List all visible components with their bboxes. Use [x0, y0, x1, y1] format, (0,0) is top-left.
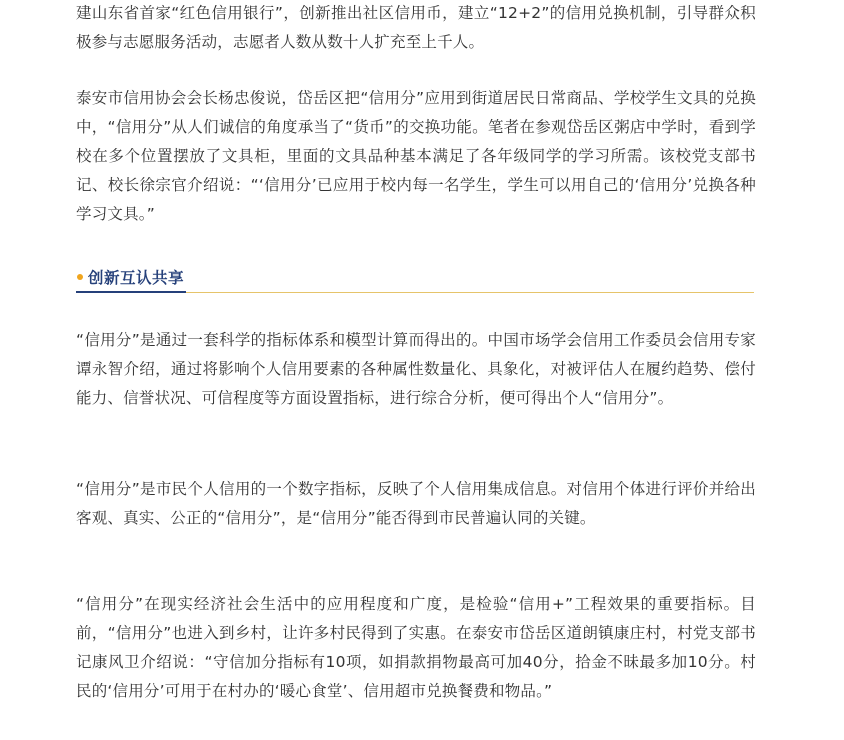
paragraph-credit-score-village: “信用分”在现实经济社会生活中的应用程度和广度，是检验“信用+”工程效果的重要指标。目前，“信用分”也进入到乡村，让许多村民得到了实惠。在泰安市岱岳区道朗镇康庄村，村党支部书记康风卫介绍说：“守信加分指标有10项，如捐款捐物最高可加40分，拾金不昧最多加10分。村民的‘信用分’可用于在村办的‘暖心食堂’、信用超市兑换餐费和物品。” [76, 595, 756, 700]
bullet-dot-icon [77, 274, 83, 280]
paragraph-credit-score-indicator: “信用分”是市民个人信用的一个数字指标，反映了个人信用集成信息。对信用个体进行评价并给出客观、真实、公正的“信用分”，是“信用分”能否得到市民普遍认同的关键。 [76, 480, 756, 527]
paragraph-credit-score-exchange: 泰安市信用协会会长杨忠俊说，岱岳区把“信用分”应用到街道居民日常商品、学校学生文具的兑换中，“信用分”从人们诚信的角度承当了“货币”的交换功能。笔者在参观岱岳区粥店中学时，看到学校在多个位置摆放了文具柜，里面的文具品种基本满足了各年级同学的学习所需。该校党支部书记、校长徐宗官介绍说：“‘信用分’已应用于校内每一名学生，学生可以用自己的‘信用分’兑换各种学习文具。” [76, 89, 756, 223]
paragraph-credit-score-model: “信用分”是通过一套科学的指标体系和模型计算而得出的。中国市场学会信用工作委员会信用专家谭永智介绍，通过将影响个人信用要素的各种属性数量化、具象化，对被评估人在履约趋势、偿付能力、信誉状况、可信程度等方面设置指标，进行综合分析，便可得出个人“信用分”。 [76, 331, 756, 407]
paragraph-red-credit-bank: 建山东省首家“红色信用银行”，创新推出社区信用币，建立“12+2”的信用兑换机制，引导群众积极参与志愿服务活动，志愿者人数从数十人扩充至上千人。 [76, 4, 756, 51]
section-heading-underline [76, 262, 186, 293]
section-heading-bar [76, 262, 754, 293]
section-heading: 创新互认共享 [88, 268, 185, 287]
